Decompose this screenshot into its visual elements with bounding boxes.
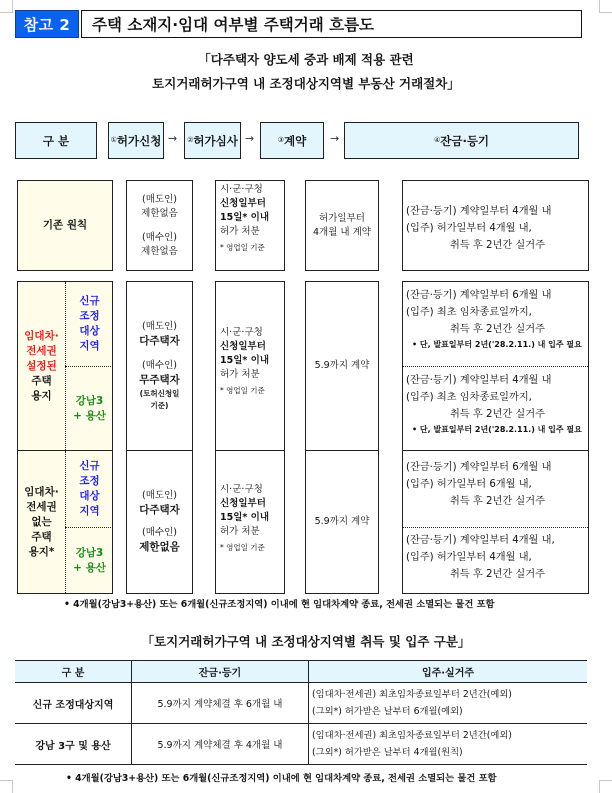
header-step-label: 잔금·등기 xyxy=(440,133,490,148)
review-note: * 영업일 기준 xyxy=(220,386,265,395)
category-line: 설정된 xyxy=(26,359,57,372)
settlement-line: (입주) 허가일부터 4개월 내, xyxy=(406,552,532,563)
row-unleased-category xyxy=(17,450,113,594)
category-line: 전세권 xyxy=(26,344,57,357)
residence-line: (그외*) 허가받은 날부터 6개월(예외) xyxy=(312,706,463,717)
step-number: ④ xyxy=(433,135,441,144)
settlement-line: (잔금·등기) 계약일부터 6개월 내 xyxy=(406,290,552,301)
region-line: 신규 xyxy=(79,460,100,472)
settlement-line: 취득 후 2년간 실거주 xyxy=(450,240,545,251)
table-footnote: • 4개월(강남3+용산) 또는 6개월(신규조정지역) 이내에 현 임대차계약 종료, 전세권 소멸되는 물건 포함 xyxy=(66,773,497,784)
review-line: 신청일부터 xyxy=(220,341,266,352)
row-unleased-review xyxy=(215,450,285,594)
settlement-line: 취득 후 2년간 실거주 xyxy=(450,496,545,507)
row-residence xyxy=(309,683,588,724)
header-step-contract xyxy=(260,122,324,159)
region-new-adjusted xyxy=(65,282,113,366)
review-line: 시·군·구청 xyxy=(220,327,263,338)
review-line: 시·군·구청 xyxy=(220,484,263,495)
category-line: 용지* xyxy=(28,545,55,558)
region-line: 신규 xyxy=(79,295,100,307)
review-note: * 영업일 기준 xyxy=(220,543,265,552)
category-line: 주택 xyxy=(31,530,52,543)
arrow-right-icon: → xyxy=(168,132,178,145)
column-header: 구 분 xyxy=(15,661,132,683)
page-corner-mark xyxy=(0,780,13,793)
settlement-line: 취득 후 2년간 실거주 xyxy=(450,569,545,580)
settlement-gangnam-yongsan xyxy=(403,366,588,450)
row-settlement: 5.9까지 계약체결 후 6개월 내 xyxy=(132,683,309,724)
region-line: 대상 xyxy=(79,325,100,337)
region-line: 지역 xyxy=(79,340,100,352)
row-existing-review xyxy=(215,180,285,271)
settlement-line: (잔금·등기) 계약일부터 4개월 내 xyxy=(406,206,552,217)
flow-section-title-line1: 「다주택자 양도세 중과 배제 적용 관련 xyxy=(198,52,414,67)
settlement-line: (입주) 최초 임차종료일까지, xyxy=(406,392,532,403)
column-header: 입주·실거주 xyxy=(309,661,588,683)
acquisition-residence-table xyxy=(15,660,587,765)
arrow-right-icon: → xyxy=(330,132,340,145)
arrow-right-icon: → xyxy=(245,132,255,145)
category-line: 임대차· xyxy=(24,329,59,342)
contract-line: 4개월 내 계약 xyxy=(313,226,371,238)
column-header: 잔금·등기 xyxy=(132,661,309,683)
row-existing-principle-category xyxy=(17,180,113,271)
review-line: 허가 처분 xyxy=(220,369,260,380)
row-leased-contract xyxy=(305,281,379,450)
category-line: 없는 xyxy=(31,515,52,528)
flow-footnote: • 4개월(강남3+용산) 또는 6개월(신규조정지역) 이내에 현 임대차계약 종료, 전세권 소멸되는 물건 포함 xyxy=(64,599,495,610)
buyer-label: (매수인) xyxy=(142,231,177,243)
review-line: 신청일부터 xyxy=(220,198,266,209)
row-existing-contract xyxy=(305,180,379,271)
flow-section-title-line2: 토지거래허가구역 내 조정대상지역별 부동산 거래절차」 xyxy=(152,76,460,91)
seller-condition: 제한없음 xyxy=(141,207,178,219)
review-line: 허가 처분 xyxy=(220,226,260,237)
row-unleased-settlement xyxy=(402,450,589,594)
row-residence xyxy=(309,724,588,765)
header-step-settlement xyxy=(344,122,579,159)
residence-line: (그외*) 허가받은 날부터 4개월(원칙) xyxy=(312,747,463,758)
buyer-condition: 제한없음 xyxy=(139,541,180,553)
settlement-line: (입주) 허가일부터 4개월 내, xyxy=(406,223,532,234)
review-line: 15일* 이내 xyxy=(220,512,270,523)
buyer-condition: 제한없음 xyxy=(141,245,178,257)
header-step-label: 허가심사 xyxy=(193,133,238,148)
row-unleased-contract xyxy=(305,450,379,594)
row-leased-application xyxy=(126,281,193,450)
region-line: 지역 xyxy=(79,505,100,517)
buyer-note: (토허신청일 xyxy=(139,389,180,398)
region-gangnam-yongsan xyxy=(65,527,113,593)
header-step-label: 허가신청 xyxy=(116,133,162,148)
header-category xyxy=(15,122,97,159)
category-line: 주택 xyxy=(31,374,52,387)
settlement-note: • 단, 발표일부터 2년('28.2.11.) 내 입주 필요 xyxy=(412,340,582,349)
row-leased-category xyxy=(17,281,113,450)
settlement-gangnam-yongsan xyxy=(403,527,588,593)
row-settlement: 5.9까지 계약체결 후 4개월 내 xyxy=(132,724,309,765)
step-number: ③ xyxy=(277,135,285,144)
step-number: ① xyxy=(110,135,117,144)
seller-label: (매도인) xyxy=(142,490,177,501)
contract-line: 허가일부터 xyxy=(319,212,365,224)
contract-line: 5.9까지 계약 xyxy=(314,360,370,371)
region-line: + 용산 xyxy=(73,409,106,422)
region-new-adjusted xyxy=(65,451,113,527)
row-existing-application xyxy=(126,180,193,271)
seller-label: (매도인) xyxy=(142,321,177,332)
region-line: 강남3 xyxy=(75,546,104,559)
review-note: * 영업일 기준 xyxy=(220,243,265,252)
row-category: 신규 조정대상지역 xyxy=(15,683,132,724)
review-line: 허가 처분 xyxy=(220,526,260,537)
header-step-review xyxy=(184,122,241,159)
page-corner-mark xyxy=(599,780,612,793)
region-line: 조정 xyxy=(79,310,100,322)
unleased-category-label xyxy=(18,451,65,593)
header-step-label: 계약 xyxy=(284,133,307,148)
table-row xyxy=(15,724,587,765)
settlement-new-adjusted xyxy=(406,287,582,352)
region-line: 대상 xyxy=(79,490,100,502)
residence-line: (임대차·전세권) 최초임차종료일부터 2년간(예외) xyxy=(312,689,512,700)
region-line: 강남3 xyxy=(75,394,104,407)
seller-label: (매도인) xyxy=(142,193,177,205)
settlement-new-adjusted xyxy=(406,459,551,510)
settlement-line: (입주) 최초 임차종료일까지, xyxy=(406,307,532,318)
category-line: 용지 xyxy=(31,389,52,402)
buyer-label: (매수인) xyxy=(142,360,177,371)
category-label: 기존 원칙 xyxy=(42,219,88,231)
buyer-label: (매수인) xyxy=(142,527,177,538)
table-row xyxy=(15,683,587,724)
settlement-line: (잔금·등기) 계약일부터 4개월 내, xyxy=(406,535,555,546)
region-gangnam-yongsan xyxy=(65,366,113,450)
leased-category-label xyxy=(18,282,65,450)
buyer-condition: 무주택자 xyxy=(139,374,180,386)
category-line: 전세권 xyxy=(26,500,57,513)
row-category: 강남 3구 및 용산 xyxy=(15,724,132,765)
page-corner-mark xyxy=(0,0,13,13)
seller-condition: 다주택자 xyxy=(139,335,180,347)
buyer-note: 기준) xyxy=(150,401,169,410)
residence-line: (임대차·전세권) 최초임차종료일부터 2년간(예외) xyxy=(312,730,512,741)
region-line: 조정 xyxy=(79,475,100,487)
header-category-label: 구 분 xyxy=(42,133,70,148)
row-unleased-application xyxy=(126,450,193,594)
settlement-line: (입주) 허가일부터 6개월 내, xyxy=(406,479,532,490)
row-leased-settlement xyxy=(402,281,589,450)
settlement-line: 취득 후 2년간 실거주 xyxy=(450,324,545,335)
review-line: 신청일부터 xyxy=(220,498,266,509)
region-line: + 용산 xyxy=(73,561,106,574)
step-number: ② xyxy=(187,135,194,144)
review-line: 15일* 이내 xyxy=(220,212,270,223)
settlement-note: • 단, 발표일부터 2년('28.2.11.) 내 입주 필요 xyxy=(412,425,582,434)
row-existing-settlement xyxy=(402,180,589,271)
table-header-row xyxy=(15,661,587,683)
settlement-line: (잔금·등기) 계약일부터 6개월 내 xyxy=(406,462,552,473)
table-section-title: 「토지거래허가구역 내 조정대상지역별 취득 및 입주 구분」 xyxy=(141,634,471,649)
reference-badge: 참고 2 xyxy=(15,10,79,38)
row-leased-review xyxy=(215,281,285,450)
page-corner-mark xyxy=(599,0,612,13)
contract-line: 5.9까지 계약 xyxy=(314,516,370,527)
settlement-line: (잔금·등기) 계약일부터 4개월 내 xyxy=(406,375,552,386)
seller-condition: 다주택자 xyxy=(139,504,180,516)
page-title xyxy=(81,10,582,38)
header-step-application xyxy=(108,122,164,159)
category-line: 임대차· xyxy=(24,485,59,498)
settlement-line: 취득 후 2년간 실거주 xyxy=(450,409,545,420)
page-title-text: 주택 소재지·임대 여부별 주택거래 흐름도 xyxy=(92,16,375,34)
review-line: 15일* 이내 xyxy=(220,355,270,366)
review-line: 시·군·구청 xyxy=(220,184,263,195)
